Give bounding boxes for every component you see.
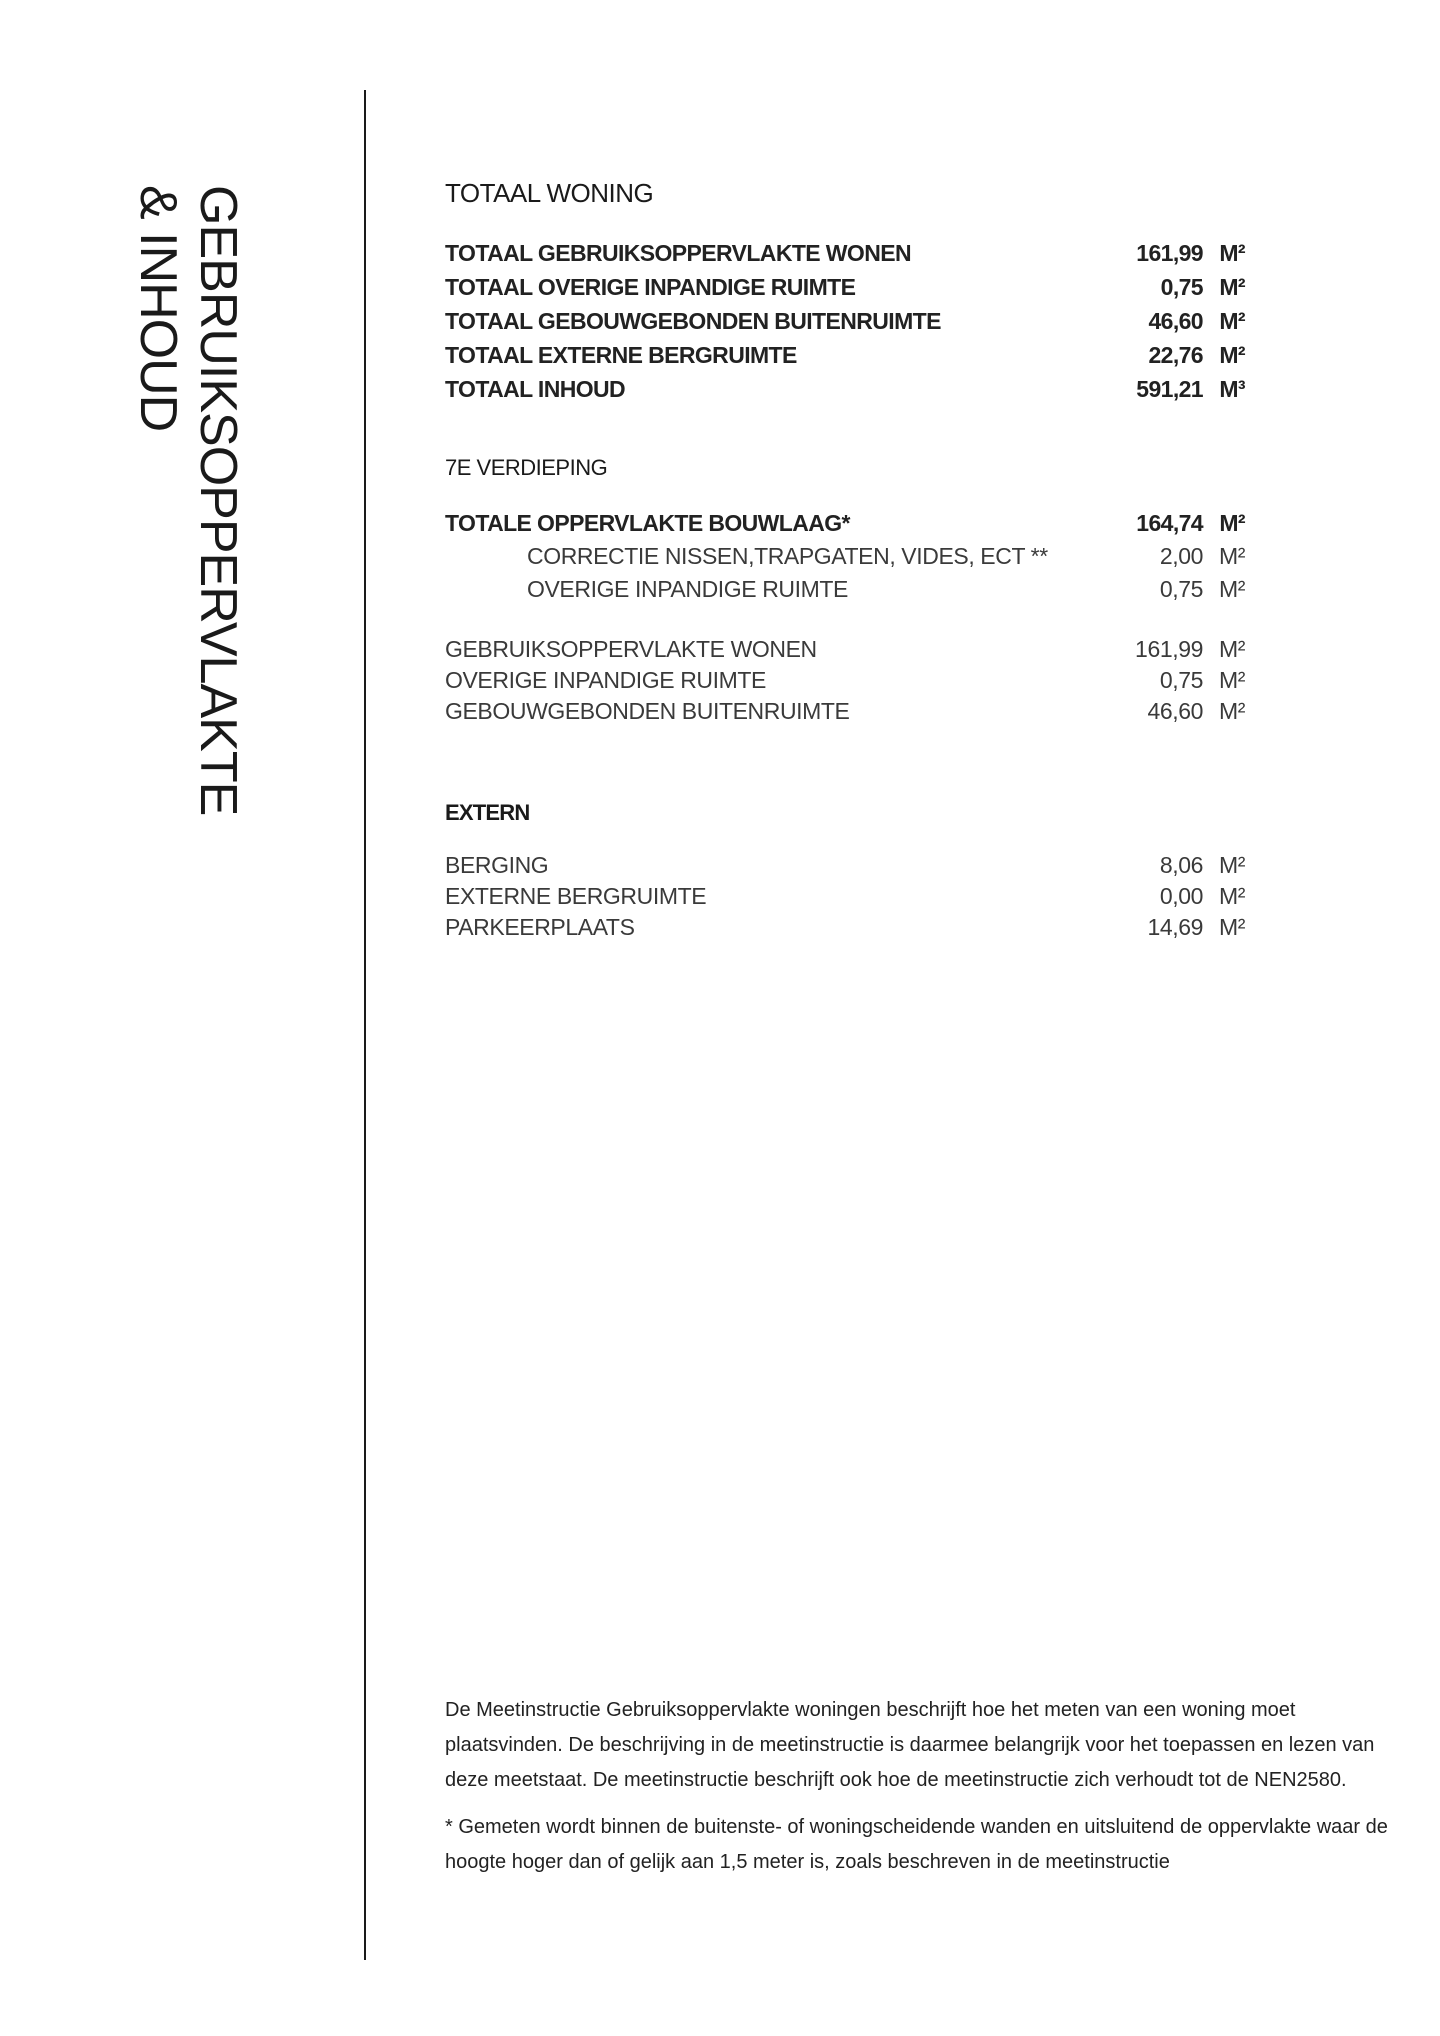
page-title-line-2: & INHOUD [129,185,187,432]
row-value: 14,69 [1147,914,1203,940]
section-heading-verdieping: 7E VERDIEPING [445,455,608,480]
row-unit: M² [1219,342,1245,368]
table-row-sub [445,543,1245,577]
row-value: 0,75 [1160,274,1203,300]
row-unit: M² [1218,883,1245,909]
row-value: 591,21 [1136,376,1203,402]
row-value: 0,75 [1159,667,1203,693]
row-value: 46,60 [1147,698,1203,724]
row-value: 46,60 [1148,308,1203,334]
page-title-line-1: GEBRUIKSOPPERVLAKTE [189,185,247,816]
section-heading-extern: EXTERN [445,800,530,825]
table-row [445,698,1245,732]
note-asterisk: * Gemeten wordt binnen de buitenste- of woningscheidende wanden en uitsluitend de oppervlakte waar de hoogte hoger dan of gelijk aan 1,5 meter is, zoals beschreven in de meetinstructie [445,1816,1388,1873]
table-row [445,308,1245,342]
table-row [445,376,1245,410]
table-row-total [445,510,1245,544]
row-value: 161,99 [1135,636,1203,662]
row-label: TOTAAL EXTERNE BERGRUIMTE [445,342,797,368]
row-unit: M² [1218,698,1245,724]
row-label: TOTAAL GEBOUWGEBONDEN BUITENRUIMTE [445,308,941,334]
row-label: TOTAAL OVERIGE INPANDIGE RUIMTE [445,274,856,300]
row-unit: M² [1218,914,1245,940]
row-unit: M² [1218,543,1245,569]
page-title [128,185,248,815]
row-unit: M³ [1219,376,1245,402]
footnotes [445,1693,1395,1892]
row-label: TOTAAL INHOUD [445,376,626,402]
row-value: 0,75 [1159,576,1203,602]
row-label: TOTAAL GEBRUIKSOPPERVLAKTE WONEN [445,240,911,266]
row-label: BERGING [445,852,549,878]
table-row [445,852,1245,886]
vertical-divider [364,90,366,1960]
row-value: 164,74 [1136,510,1203,536]
row-unit: M² [1219,240,1245,266]
row-label: GEBRUIKSOPPERVLAKTE WONEN [445,636,817,662]
row-label: OVERIGE INPANDIGE RUIMTE [527,576,848,602]
table-row [445,274,1245,308]
table-row [445,240,1245,274]
row-unit: M² [1218,576,1245,602]
row-unit: M² [1219,274,1245,300]
table-row [445,342,1245,376]
row-label: PARKEERPLAATS [445,914,635,940]
row-unit: M² [1218,852,1245,878]
row-value: 2,00 [1159,543,1203,569]
note-meetinstructie: De Meetinstructie Gebruiksoppervlakte woningen beschrijft hoe het meten van een woning moet plaatsvinden. De beschrijving in de meetinstructie is daarmee belangrijk voor het toepassen en lezen van deze meetstaat. De meetinstructie beschrijft ook hoe de meetinstructie zich verhoudt tot de NEN2580. [445,1699,1375,1791]
section-heading-totaal-woning: TOTAAL WONING [445,178,654,208]
row-value: 161,99 [1136,240,1203,266]
table-row-sub [445,576,1245,610]
row-value: 8,06 [1159,852,1203,878]
row-value: 0,00 [1159,883,1203,909]
row-label: EXTERNE BERGRUIMTE [445,883,707,909]
row-label: TOTALE OPPERVLAKTE BOUWLAAG* [445,510,850,536]
table-row [445,636,1245,670]
table-row [445,667,1245,701]
row-label: CORRECTIE NISSEN,TRAPGATEN, VIDES, ECT ** [527,543,1048,569]
table-row [445,883,1245,917]
row-label: OVERIGE INPANDIGE RUIMTE [445,667,766,693]
row-label: GEBOUWGEBONDEN BUITENRUIMTE [445,698,850,724]
row-value: 22,76 [1148,342,1203,368]
table-row [445,914,1245,948]
row-unit: M² [1218,636,1245,662]
row-unit: M² [1219,308,1245,334]
row-unit: M² [1219,510,1245,536]
row-unit: M² [1218,667,1245,693]
